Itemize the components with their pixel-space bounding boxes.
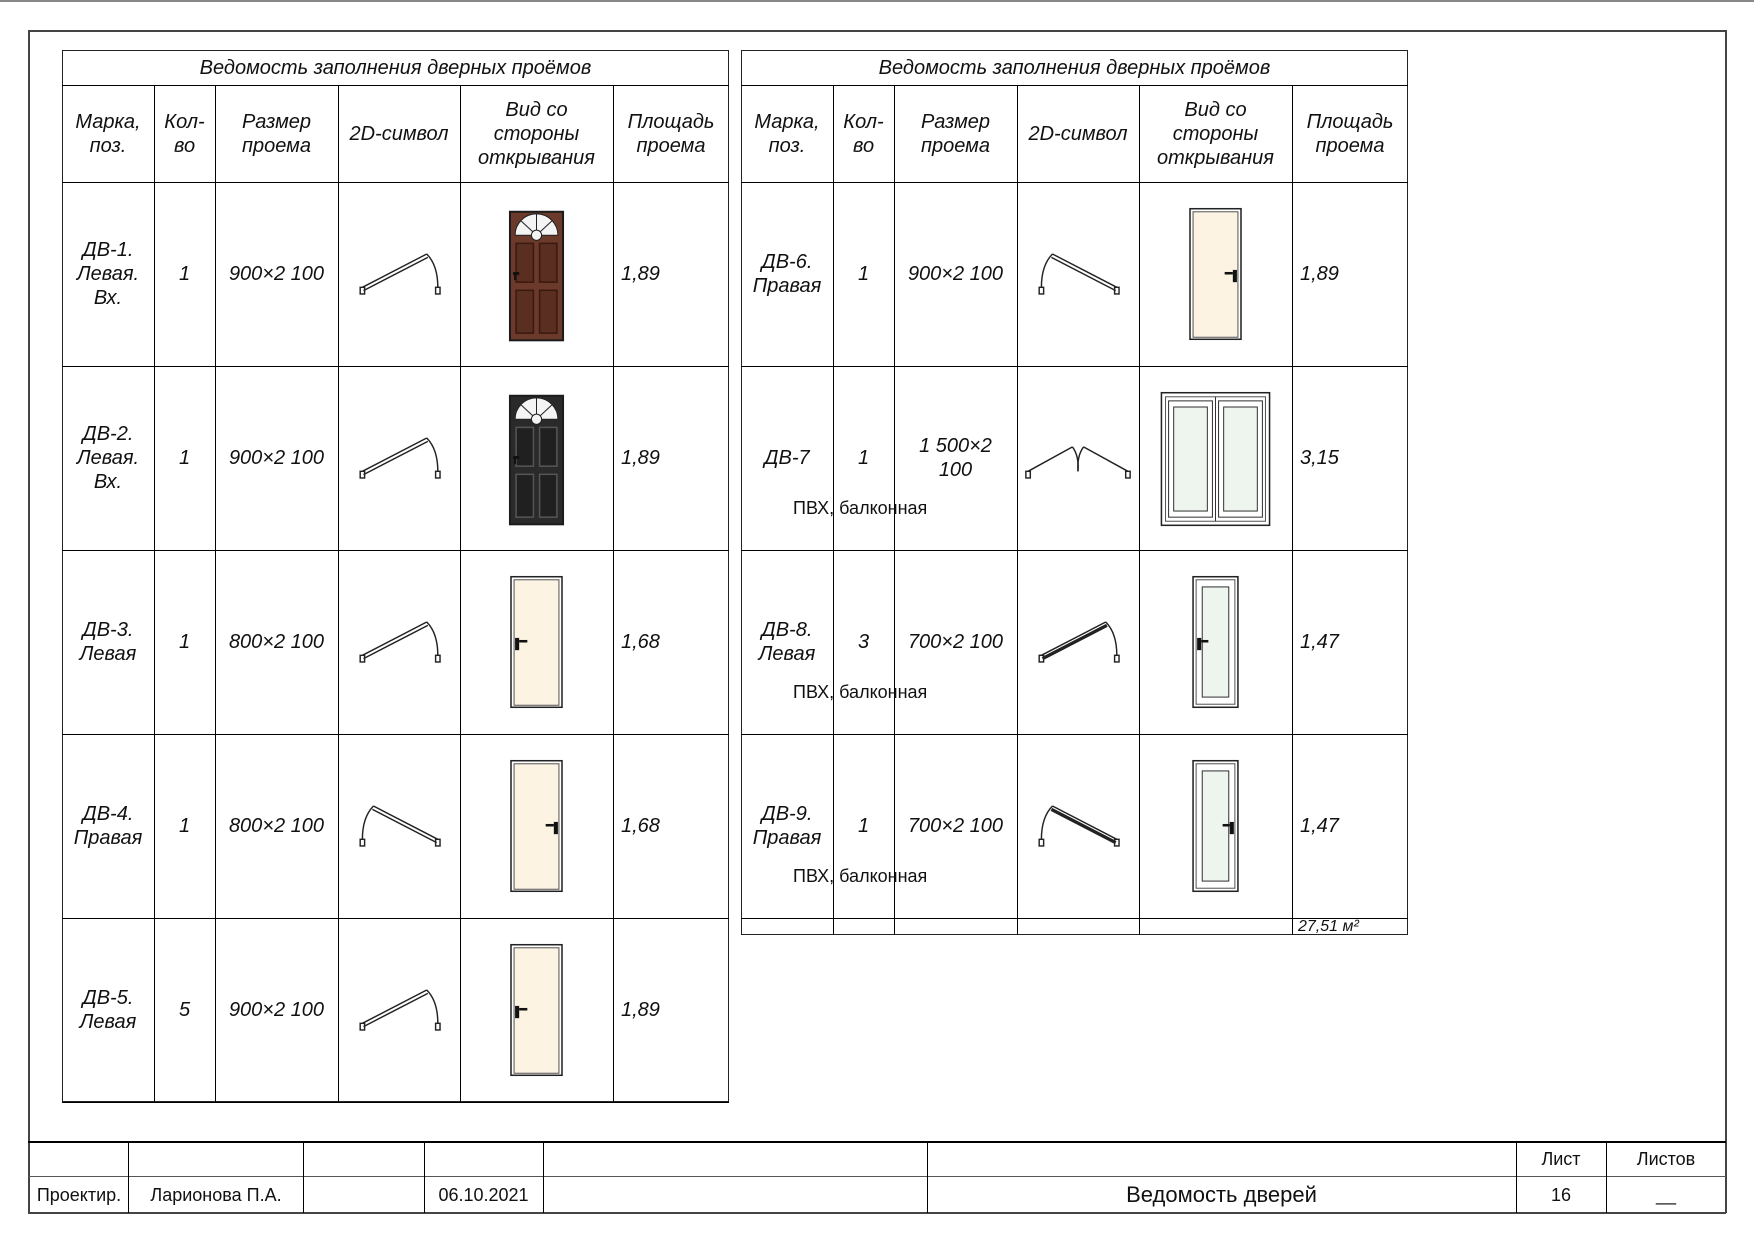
plan-symbol-icon xyxy=(338,734,460,918)
row-area: 1,89 xyxy=(621,447,660,469)
row-door-view xyxy=(460,734,613,918)
row-qty: 1 xyxy=(178,263,191,285)
row-2d-symbol xyxy=(1017,734,1139,918)
frame-inner-left xyxy=(28,30,30,1213)
text-line: Марка, xyxy=(75,110,141,133)
text-line: Вид со xyxy=(1184,98,1247,121)
text-line: Марка, xyxy=(754,110,820,133)
row-mark xyxy=(62,918,154,1102)
row-door-view xyxy=(1139,734,1292,918)
row-area: 1,68 xyxy=(621,631,660,653)
stamp-date: 06.10.2021 xyxy=(438,1184,529,1205)
stamp-role: Проектир. xyxy=(36,1184,122,1205)
frame-inner-top xyxy=(28,30,1726,32)
text-line: Левая xyxy=(79,643,137,665)
row-qty: 1 xyxy=(178,631,191,653)
row-door-view xyxy=(1139,182,1292,366)
text-line: Площадь xyxy=(1306,110,1394,133)
row-door-view xyxy=(460,918,613,1102)
row-mark xyxy=(741,550,833,734)
plan-symbol-icon xyxy=(1017,366,1139,550)
row-mark xyxy=(62,366,154,550)
column-header xyxy=(154,85,215,182)
text-line: Размер xyxy=(241,110,312,133)
door-elevation-icon xyxy=(460,918,613,1102)
column-header xyxy=(338,85,460,182)
stamp-sheets-label: Листов xyxy=(1636,1149,1696,1169)
row-note: ПВХ, балконная xyxy=(793,682,928,702)
text-line: проема xyxy=(921,134,990,157)
row-mark xyxy=(62,182,154,366)
column-header xyxy=(1139,85,1292,182)
row-area: 1,89 xyxy=(621,263,660,285)
text-line: Вх. xyxy=(93,287,123,309)
door-elevation-icon xyxy=(1139,734,1292,918)
text-line: ДВ-2. xyxy=(82,423,134,445)
row-qty: 1 xyxy=(857,447,870,469)
frame-inner-bottom xyxy=(28,1212,1726,1214)
text-line: во xyxy=(852,134,875,157)
door-elevation-icon xyxy=(1139,550,1292,734)
text-line: 700×2 100 xyxy=(907,631,1004,653)
text-line: ДВ-3. xyxy=(82,619,134,641)
stamp-sheet-label: Лист xyxy=(1541,1149,1581,1169)
row-door-view xyxy=(1139,550,1292,734)
door-elevation-icon xyxy=(1139,182,1292,366)
row-2d-symbol xyxy=(338,366,460,550)
row-size: 800×2 100 xyxy=(228,815,325,837)
grid-line xyxy=(62,1102,729,1103)
column-header xyxy=(62,85,154,182)
column-header xyxy=(1017,85,1139,182)
text-line: 2D-символ xyxy=(349,122,449,145)
row-2d-symbol xyxy=(1017,182,1139,366)
frame-inner-right xyxy=(1725,30,1727,1213)
plan-symbol-icon xyxy=(338,550,460,734)
row-area: 1,47 xyxy=(1300,815,1339,837)
text-line: Вид со xyxy=(505,98,568,121)
text-line: проема xyxy=(636,134,706,157)
text-line: 700×2 100 xyxy=(907,815,1004,837)
text-line: ДВ-1. xyxy=(82,239,134,261)
text-line: стороны xyxy=(493,122,580,145)
row-size: 900×2 100 xyxy=(228,447,325,469)
row-area: 1,68 xyxy=(621,815,660,837)
column-header xyxy=(894,85,1017,182)
text-line: Правая xyxy=(752,275,822,297)
text-line: ДВ-8. xyxy=(761,619,813,641)
text-line: Левая xyxy=(79,1011,137,1033)
text-line: ДВ-4. xyxy=(82,803,134,825)
row-qty: 3 xyxy=(857,631,870,653)
text-line: Правая xyxy=(73,827,143,849)
text-line: Размер xyxy=(920,110,991,133)
text-line: поз. xyxy=(768,134,806,157)
stamp-sheet-number: 16 xyxy=(1550,1184,1572,1205)
door-elevation-icon xyxy=(460,550,613,734)
row-2d-symbol xyxy=(338,734,460,918)
row-2d-symbol xyxy=(1017,550,1139,734)
row-2d-symbol xyxy=(338,918,460,1102)
plan-symbol-icon xyxy=(1017,182,1139,366)
row-door-view xyxy=(460,182,613,366)
row-mark xyxy=(62,734,154,918)
row-door-view xyxy=(460,550,613,734)
row-mark xyxy=(741,366,833,550)
row-qty: 1 xyxy=(857,815,870,837)
text-line: 2D-символ xyxy=(1028,122,1128,145)
row-note: ПВХ, балконная xyxy=(793,866,928,886)
stamp-sheets-value: __ xyxy=(1655,1184,1677,1205)
stamp-doc-title: Ведомость дверей xyxy=(1126,1182,1317,1207)
row-area: 1,89 xyxy=(1300,263,1339,285)
row-qty: 1 xyxy=(178,815,191,837)
door-elevation-icon xyxy=(460,182,613,366)
row-area: 1,89 xyxy=(621,999,660,1021)
text-line: ДВ-6. xyxy=(761,251,813,273)
column-header xyxy=(1292,85,1408,182)
text-line: ДВ-9. xyxy=(761,803,813,825)
text-line: ДВ-7 xyxy=(764,447,810,469)
text-line: во xyxy=(173,134,196,157)
schedule-title: Ведомость заполнения дверных проёмов xyxy=(199,56,592,79)
row-door-view xyxy=(1139,366,1292,550)
column-header xyxy=(741,85,833,182)
text-line: проема xyxy=(242,134,311,157)
row-area: 3,15 xyxy=(1300,447,1339,469)
row-size: 800×2 100 xyxy=(228,631,325,653)
text-line: Кол- xyxy=(164,110,205,133)
text-line: Левая. xyxy=(76,263,140,285)
plan-symbol-icon xyxy=(338,366,460,550)
row-area: 1,47 xyxy=(1300,631,1339,653)
text-line: поз. xyxy=(89,134,127,157)
plan-symbol-icon xyxy=(338,182,460,366)
text-line: 900×2 100 xyxy=(907,263,1004,285)
row-mark xyxy=(741,734,833,918)
row-2d-symbol xyxy=(338,182,460,366)
text-line: стороны xyxy=(1172,122,1259,145)
column-header xyxy=(833,85,894,182)
row-qty: 1 xyxy=(857,263,870,285)
row-2d-symbol xyxy=(338,550,460,734)
text-line: 100 xyxy=(938,459,973,481)
row-qty: 1 xyxy=(178,447,191,469)
column-header xyxy=(215,85,338,182)
text-line: Левая. xyxy=(76,447,140,469)
total-area: 27,51 м² xyxy=(1298,917,1359,935)
row-mark xyxy=(741,182,833,366)
row-size xyxy=(894,366,1017,550)
plan-symbol-icon xyxy=(1017,550,1139,734)
door-elevation-icon xyxy=(1139,366,1292,550)
door-elevation-icon xyxy=(460,734,613,918)
stamp-author: Ларионова П.А. xyxy=(150,1184,282,1205)
row-2d-symbol xyxy=(1017,366,1139,550)
frame-top xyxy=(0,0,1754,2)
row-qty: 5 xyxy=(178,999,191,1021)
schedule-title: Ведомость заполнения дверных проёмов xyxy=(878,56,1271,79)
plan-symbol-icon xyxy=(1017,734,1139,918)
text-line: открывания xyxy=(477,146,595,169)
plan-symbol-icon xyxy=(338,918,460,1102)
column-header xyxy=(613,85,729,182)
row-size: 900×2 100 xyxy=(228,999,325,1021)
row-size xyxy=(894,550,1017,734)
text-line: проема xyxy=(1315,134,1385,157)
text-line: Вх. xyxy=(93,471,123,493)
row-note: ПВХ, балконная xyxy=(793,498,928,518)
column-header xyxy=(460,85,613,182)
text-line: Левая xyxy=(758,643,816,665)
text-line: Площадь xyxy=(627,110,715,133)
text-line: открывания xyxy=(1156,146,1274,169)
text-line: Правая xyxy=(752,827,822,849)
row-size xyxy=(894,182,1017,366)
row-mark xyxy=(62,550,154,734)
row-size: 900×2 100 xyxy=(228,263,325,285)
row-door-view xyxy=(460,366,613,550)
text-line: ДВ-5. xyxy=(82,987,134,1009)
text-line: Кол- xyxy=(843,110,884,133)
row-size xyxy=(894,734,1017,918)
text-line: 1 500×2 xyxy=(919,435,992,457)
door-elevation-icon xyxy=(460,366,613,550)
